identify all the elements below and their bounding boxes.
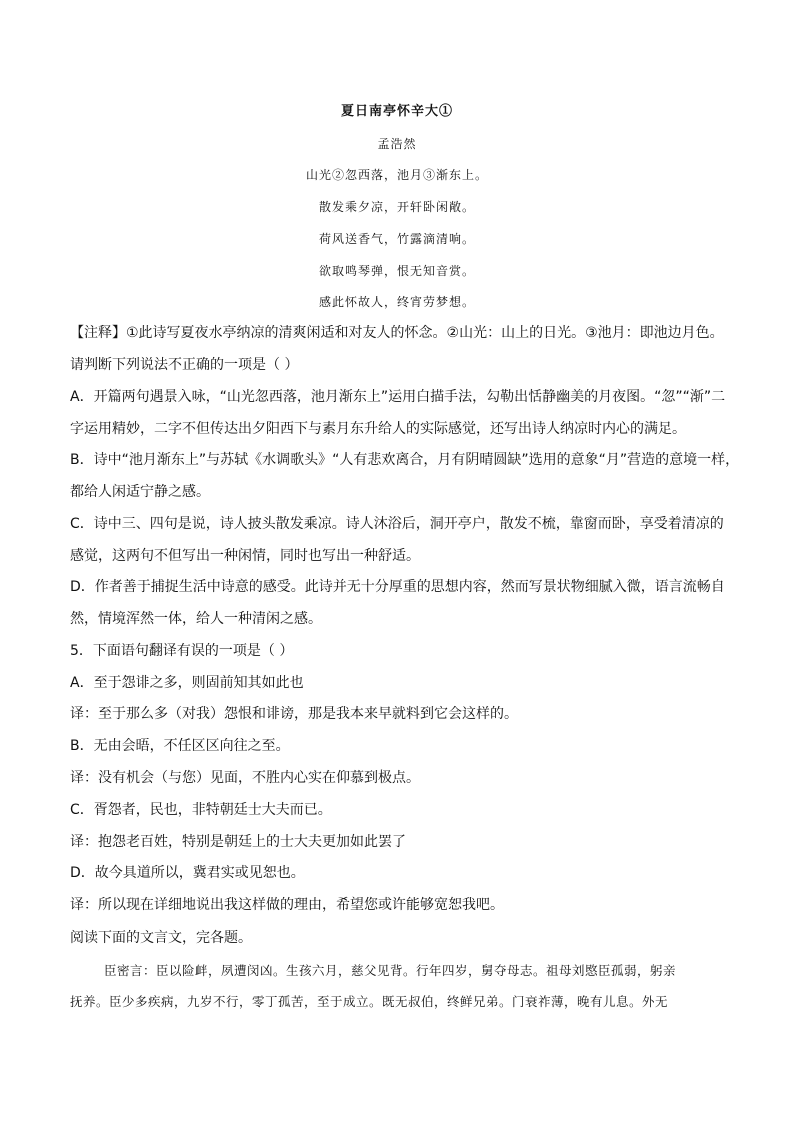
poem-line-4: 欲取鸣琴弹，恨无知音赏。 <box>318 264 475 278</box>
q4-option-b-line-1: B．诗中“池月渐东上”与苏轼《水调歌头》“人有悲欢离合，月有阴晴圆缺”选用的意象“月”营造的意境一样， <box>70 452 740 468</box>
q5-option-b: B．无由会晤，不任区区向往之至。 <box>70 738 290 754</box>
poem-author: 孟浩然 <box>377 137 417 151</box>
q5-option-a: A．至于怨诽之多，则固前知其如此也 <box>70 675 304 691</box>
q5-option-b-translation: 译：没有机会（与您）见面，不胜内心实在仰慕到极点。 <box>70 770 420 786</box>
q5-option-d-translation: 译：所以现在详细地说出我这样做的理由，希望您或许能够宽恕我吧。 <box>70 897 504 913</box>
q4-option-a-line-1: A．开篇两句遇景入咏，“山光忽西落，池月渐东上”运用白描手法，勾勒出恬静幽美的月夜图。“忽”“渐”二 <box>70 389 726 405</box>
q4-option-c-line-2: 感觉，这两句不但写出一种闲情，同时也写出一种舒适。 <box>70 548 420 564</box>
q5-option-a-translation: 译：至于那么多（对我）怨恨和诽谤，那是我本来早就料到它会这样的。 <box>70 706 518 722</box>
q4-option-d-line-1: D．作者善于捕捉生活中诗意的感受。此诗并无十分厚重的思想内容，然而写景状物细腻入微，语言流畅自 <box>70 579 725 595</box>
poem-notes: 【注释】①此诗写夏夜水亭纳凉的清爽闲适和对友人的怀念。②山光：山上的日光。③池月：即池边月色。 <box>70 325 724 341</box>
q5-option-d: D．故今具道所以，冀君实或见恕也。 <box>70 865 305 881</box>
passage-line-1: 臣密言：臣以险衅，夙遭闵凶。生孩六月，慈父见背。行年四岁，舅夺母志。祖母刘愍臣孤弱，躬亲 <box>104 963 677 978</box>
q5-option-c-translation: 译：抱怨老百姓，特别是朝廷上的士大夫更加如此罢了 <box>70 834 406 850</box>
question-4-stem: 请判断下列说法不正确的一项是（ ） <box>70 357 299 373</box>
poem-title: 夏日南亭怀辛大① <box>340 104 453 119</box>
poem-line-2: 散发乘夕凉，开轩卧闲敞。 <box>318 200 475 214</box>
q4-option-c-line-1: C．诗中三、四句是说，诗人披头散发乘凉。诗人沐浴后，洞开亭户，散发不梳，靠窗而卧，享受着清凉的 <box>70 516 724 532</box>
reading-instruction: 阅读下面的文言文，完各题。 <box>70 930 252 946</box>
question-5-stem: 5．下面语句翻译有误的一项是（ ） <box>70 643 294 659</box>
passage-line-2: 抚养。臣少多疾病，九岁不行，零丁孤苦，至于成立。既无叔伯，终鲜兄弟。门衰祚薄，晚有儿息。外无 <box>70 994 669 1009</box>
q5-option-c: C．胥怨者，民也，非特朝廷士大夫而已。 <box>70 802 332 818</box>
q4-option-a-line-2: 字运用精妙，二字不但传达出夕阳西下与素月东升给人的实际感觉，还写出诗人纳凉时内心的满足。 <box>70 421 686 437</box>
poem-line-3: 荷风送香气，竹露滴清响。 <box>318 232 475 246</box>
poem-line-5: 感此怀故人，终宵劳梦想。 <box>318 295 475 309</box>
poem-line-1: 山光②忽西落，池月③渐东上。 <box>305 168 488 182</box>
q4-option-d-line-2: 然，情境浑然一体，给人一种清闲之感。 <box>70 611 322 627</box>
q4-option-b-line-2: 都给人闲适宁静之感。 <box>70 484 210 500</box>
